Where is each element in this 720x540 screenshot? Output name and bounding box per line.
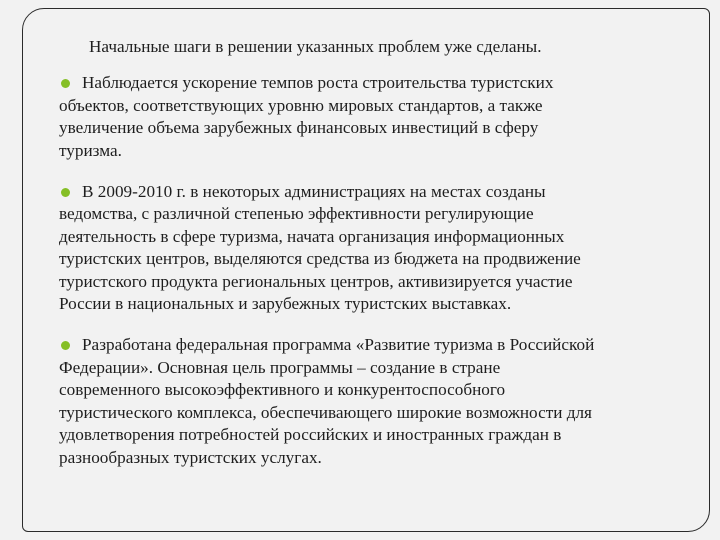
intro-text: Начальные шаги в решении указанных проблем уже сделаны. <box>89 37 542 56</box>
bullet-line: В 2009-2010 г. в некоторых администрациях на местах созданы <box>82 182 546 202</box>
bullet-item-3 <box>59 334 699 468</box>
bullet-line: удовлетворения потребностей российских и иностранных граждан в <box>59 425 562 445</box>
slide-body <box>59 36 699 488</box>
bullet-line: туристских центров, выделяются средства из бюджета на продвижение <box>59 249 581 269</box>
bullet-line: деятельность в сфере туризма, начата организация информационных <box>59 226 565 246</box>
bullet-line: туристического комплекса, обеспечивающего широкие возможности для <box>59 402 592 422</box>
bullet-item-1 <box>59 72 699 162</box>
bullet-line: Наблюдается ускорение темпов роста строительства туристских <box>82 73 554 93</box>
bullet-line: туризма. <box>59 140 122 160</box>
bullet-line: туристского продукта региональных центров, активизируется участие <box>59 271 573 291</box>
bullet-line: увеличение объема зарубежных финансовых инвестиций в сферу <box>59 118 539 138</box>
bullet-line: разнообразных туристских услугах. <box>59 447 322 467</box>
bullet-line: России в национальных и зарубежных туристских выставках. <box>59 294 512 314</box>
bullet-line: ведомства, с различной степенью эффективности регулирующие <box>59 204 534 224</box>
bullet-line: Разработана федеральная программа «Развитие туризма в Российской <box>82 335 595 355</box>
bullet-line: объектов, соответствующих уровню мировых стандартов, а также <box>59 95 543 115</box>
bullet-line: Федерации». Основная цель программы – создание в стране <box>59 357 501 377</box>
bullet-line: современного высокоэффективного и конкурентоспособного <box>59 380 506 400</box>
bullet-item-2 <box>59 181 699 315</box>
bullet-dot-icon <box>61 188 70 197</box>
